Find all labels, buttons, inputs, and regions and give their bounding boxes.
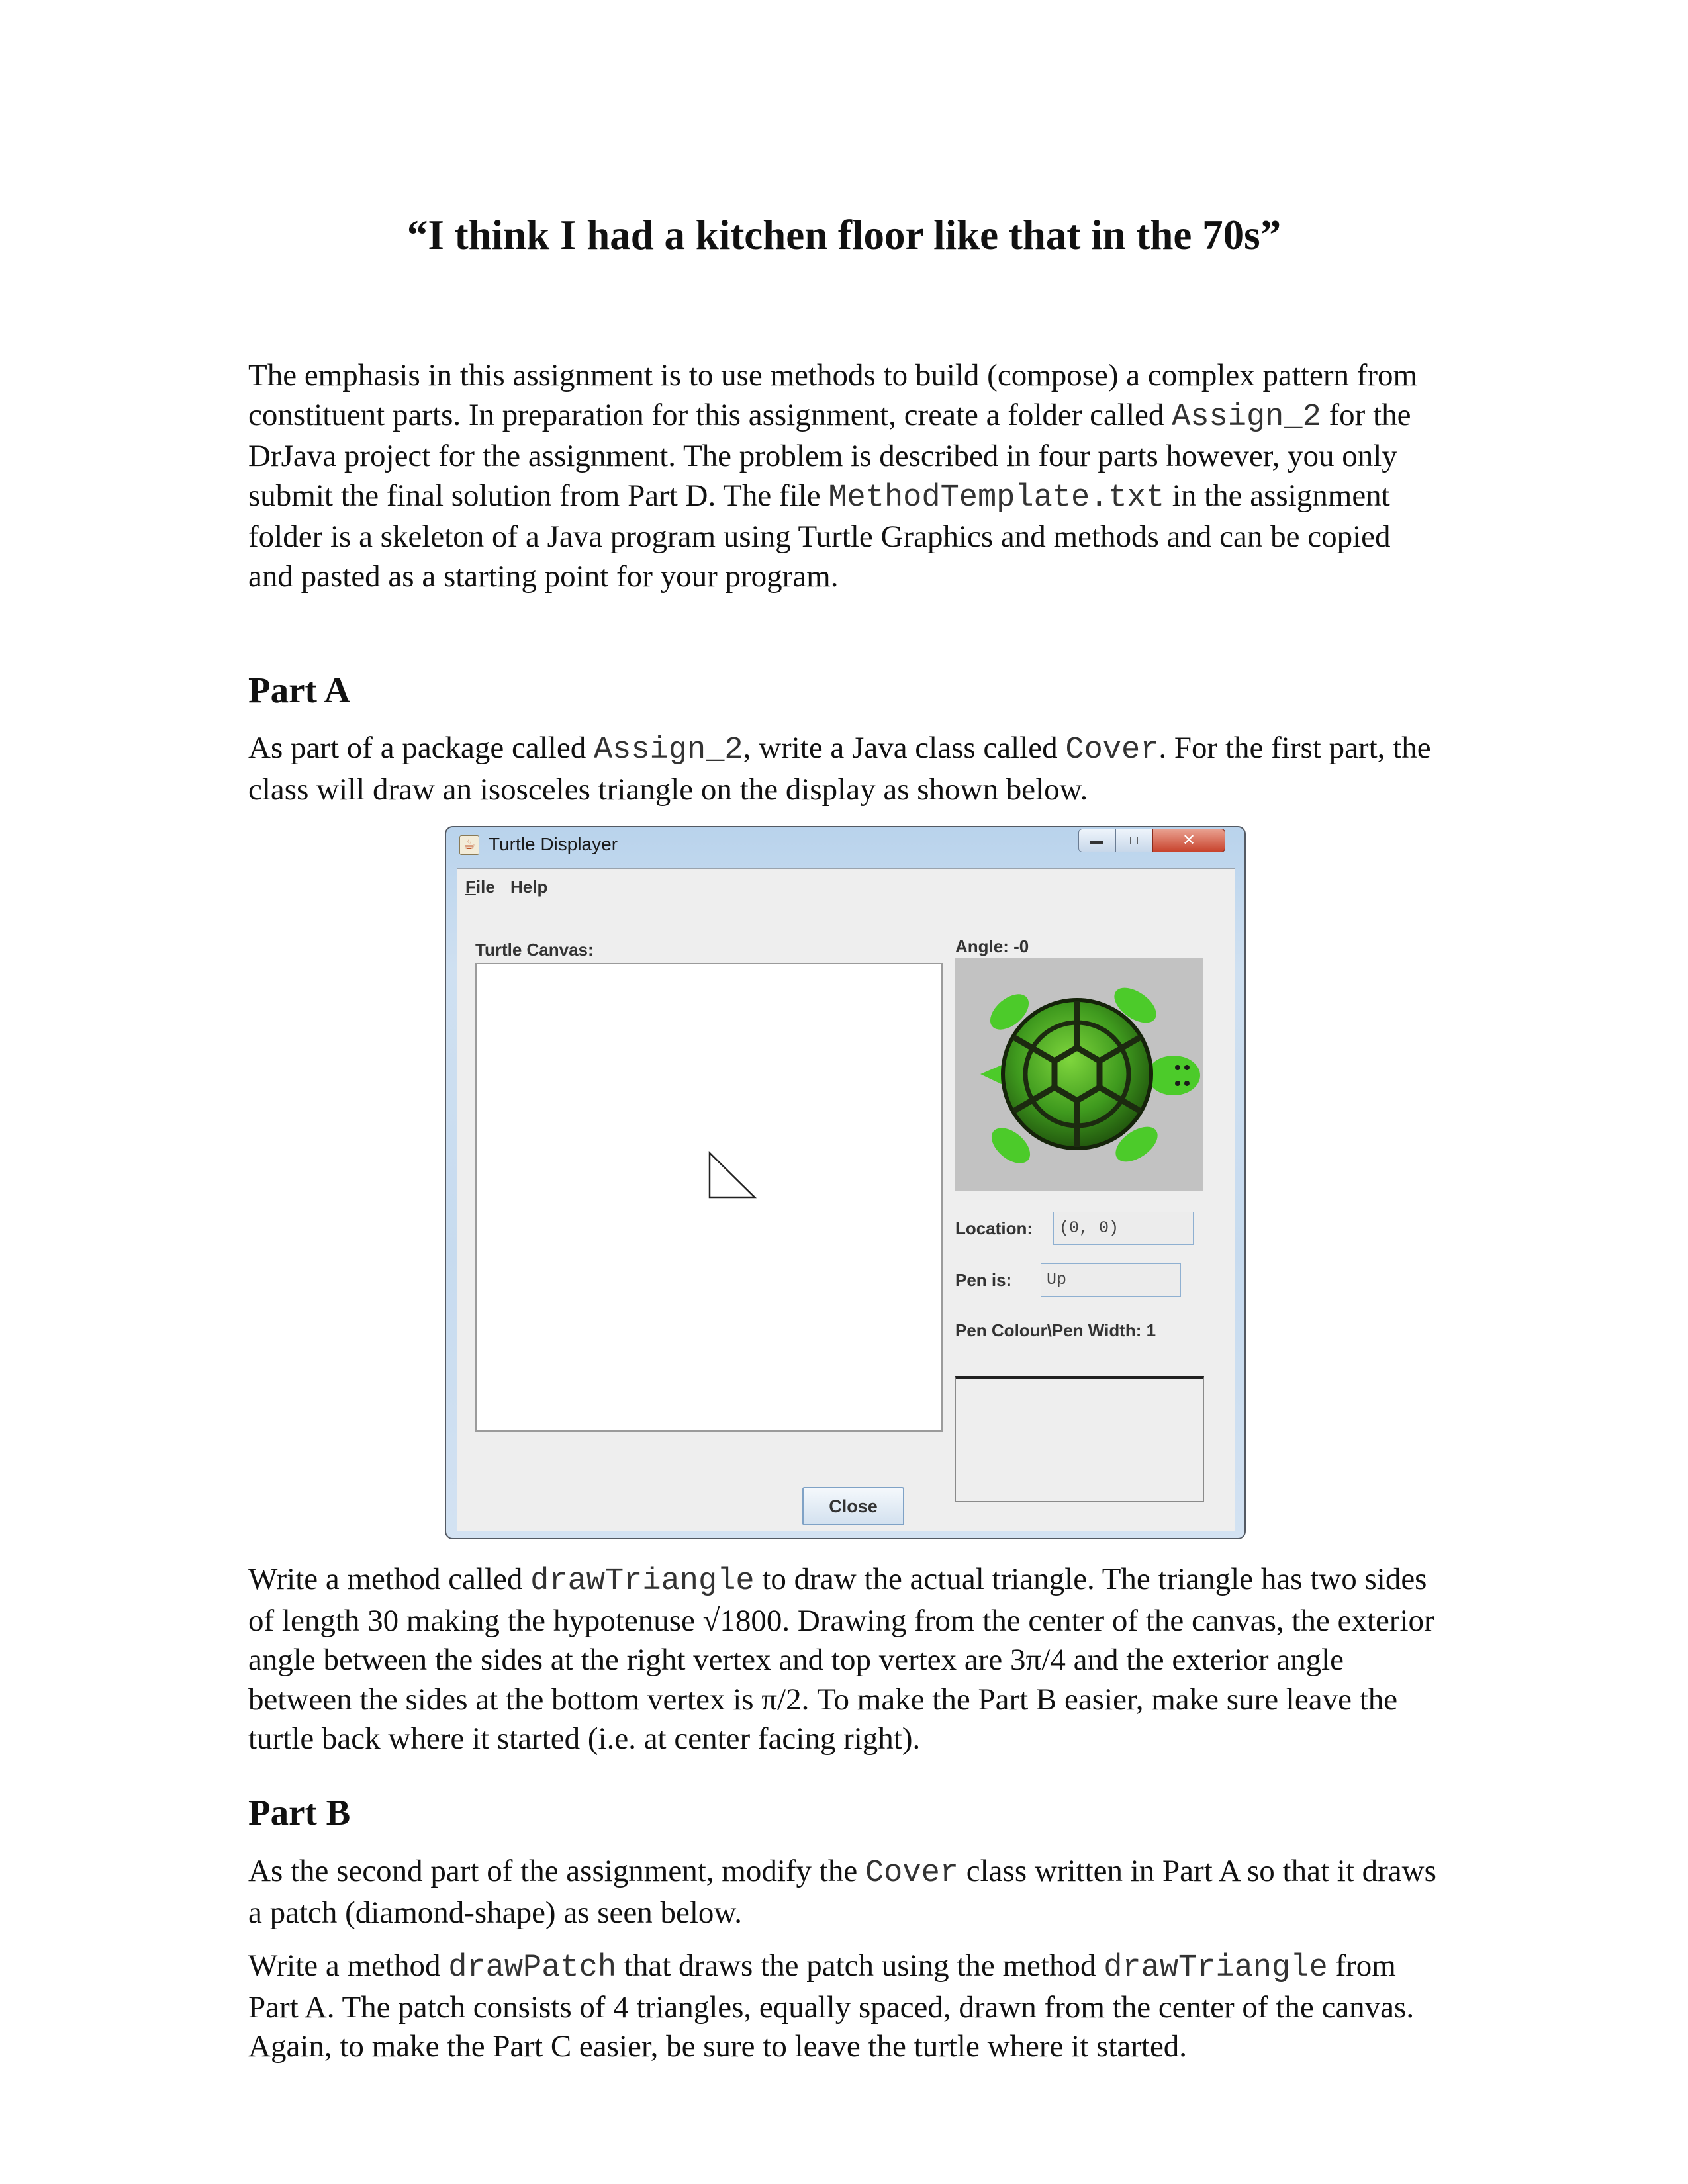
part-b-paragraph-1 (248, 1852, 1440, 1933)
text: As the second part of the assignment, modify the (248, 1854, 865, 1888)
pen-colour-swatch (955, 1376, 1204, 1502)
code-class-name: Cover (1065, 733, 1159, 768)
text: Write a method called (248, 1562, 531, 1596)
code-folder-name: Assign_2 (1172, 399, 1321, 435)
maximize-button[interactable]: □ (1115, 829, 1152, 852)
text: The emphasis in this assignment is to use methods to build (compose) a complex pattern from constituent parts. In preparation for this assignment, create a folder called (248, 358, 1418, 432)
text: , write a Java class called (743, 731, 1066, 765)
text: in the assignment folder is a skeleton of a Java program using Turtle Graphics and methods and can be copied and pasted as a starting point for your program. (248, 478, 1391, 594)
text: for the DrJava project for the assignment. The problem is described in four parts however, you only submit the final solution from Part D. The file (248, 397, 1411, 513)
text: . For the first part, the class will draw an isosceles triangle on the display as shown below. (248, 731, 1431, 807)
text: from Part A. The patch consists of 4 triangles, equally spaced, drawn from the center of the canvas. Again, to make the Part C easier, be sure to leave the turtle where it started. (248, 1948, 1415, 2064)
menu-file-mnemonic: F (465, 877, 476, 897)
text: As part of a package called (248, 731, 594, 765)
menu-file[interactable] (465, 877, 495, 897)
canvas-drawing (477, 964, 944, 1433)
pen-label: Pen is: (955, 1270, 1012, 1290)
part-a-paragraph-2 (248, 1560, 1440, 1759)
isosceles-triangle (710, 1153, 755, 1197)
part-a-heading: Part A (248, 670, 351, 710)
code-template-file: MethodTemplate.txt (828, 480, 1165, 516)
text: Write a method (248, 1948, 449, 1983)
code-class-name: Cover (865, 1856, 959, 1891)
document-title: “I think I had a kitchen floor like that in the 70s” (406, 212, 1282, 258)
pen-colour-label: Pen Colour\Pen Width: 1 (955, 1320, 1156, 1340)
text: that draws the patch using the method (616, 1948, 1104, 1983)
code-method-name: drawPatch (448, 1950, 617, 1985)
pen-state-field[interactable]: Up (1041, 1263, 1181, 1297)
close-button[interactable]: Close (802, 1487, 904, 1525)
code-method-name: drawTriangle (1103, 1950, 1328, 1985)
close-window-button[interactable]: ✕ (1152, 829, 1225, 852)
menu-help[interactable]: Help (510, 877, 548, 897)
window-titlebar (446, 827, 1244, 860)
menu-bar (457, 869, 1235, 901)
window-title: Turtle Displayer (489, 834, 618, 854)
text: to draw the actual triangle. The triangle has two sides of length 30 making the hypotenuse √1800. Drawing from the center of the canvas, the exterior angle between the sides at the right vertex and top vertex are 3π/4 and the exterior angle between the sides at the bottom vertex is π/2. To make the Part B easier, make sure leave the turtle back where it started (i.e. at center facing right). (248, 1562, 1434, 1756)
part-b-paragraph-2 (248, 1946, 1440, 2067)
turtle-displayer-window (445, 826, 1246, 1539)
java-app-icon: ☕ (459, 835, 479, 855)
minimize-button[interactable]: ▬ (1078, 829, 1115, 852)
window-client-area (457, 868, 1235, 1531)
part-b-heading: Part B (248, 1792, 351, 1833)
turtle-preview (955, 958, 1203, 1191)
part-a-paragraph-1 (248, 729, 1440, 809)
turtle-canvas[interactable] (475, 963, 943, 1432)
location-label: Location: (955, 1218, 1033, 1238)
intro-paragraph (248, 356, 1440, 596)
code-method-name: drawTriangle (530, 1564, 755, 1599)
location-field[interactable]: (0, 0) (1053, 1212, 1194, 1245)
canvas-label: Turtle Canvas: (475, 940, 594, 960)
code-package-name: Assign_2 (593, 733, 743, 768)
turtle-icon (955, 958, 1203, 1191)
angle-label: Angle: -0 (955, 936, 1029, 956)
menu-file-label: ile (475, 877, 495, 897)
text: class written in Part A so that it draws a patch (diamond-shape) as seen below. (248, 1854, 1436, 1930)
